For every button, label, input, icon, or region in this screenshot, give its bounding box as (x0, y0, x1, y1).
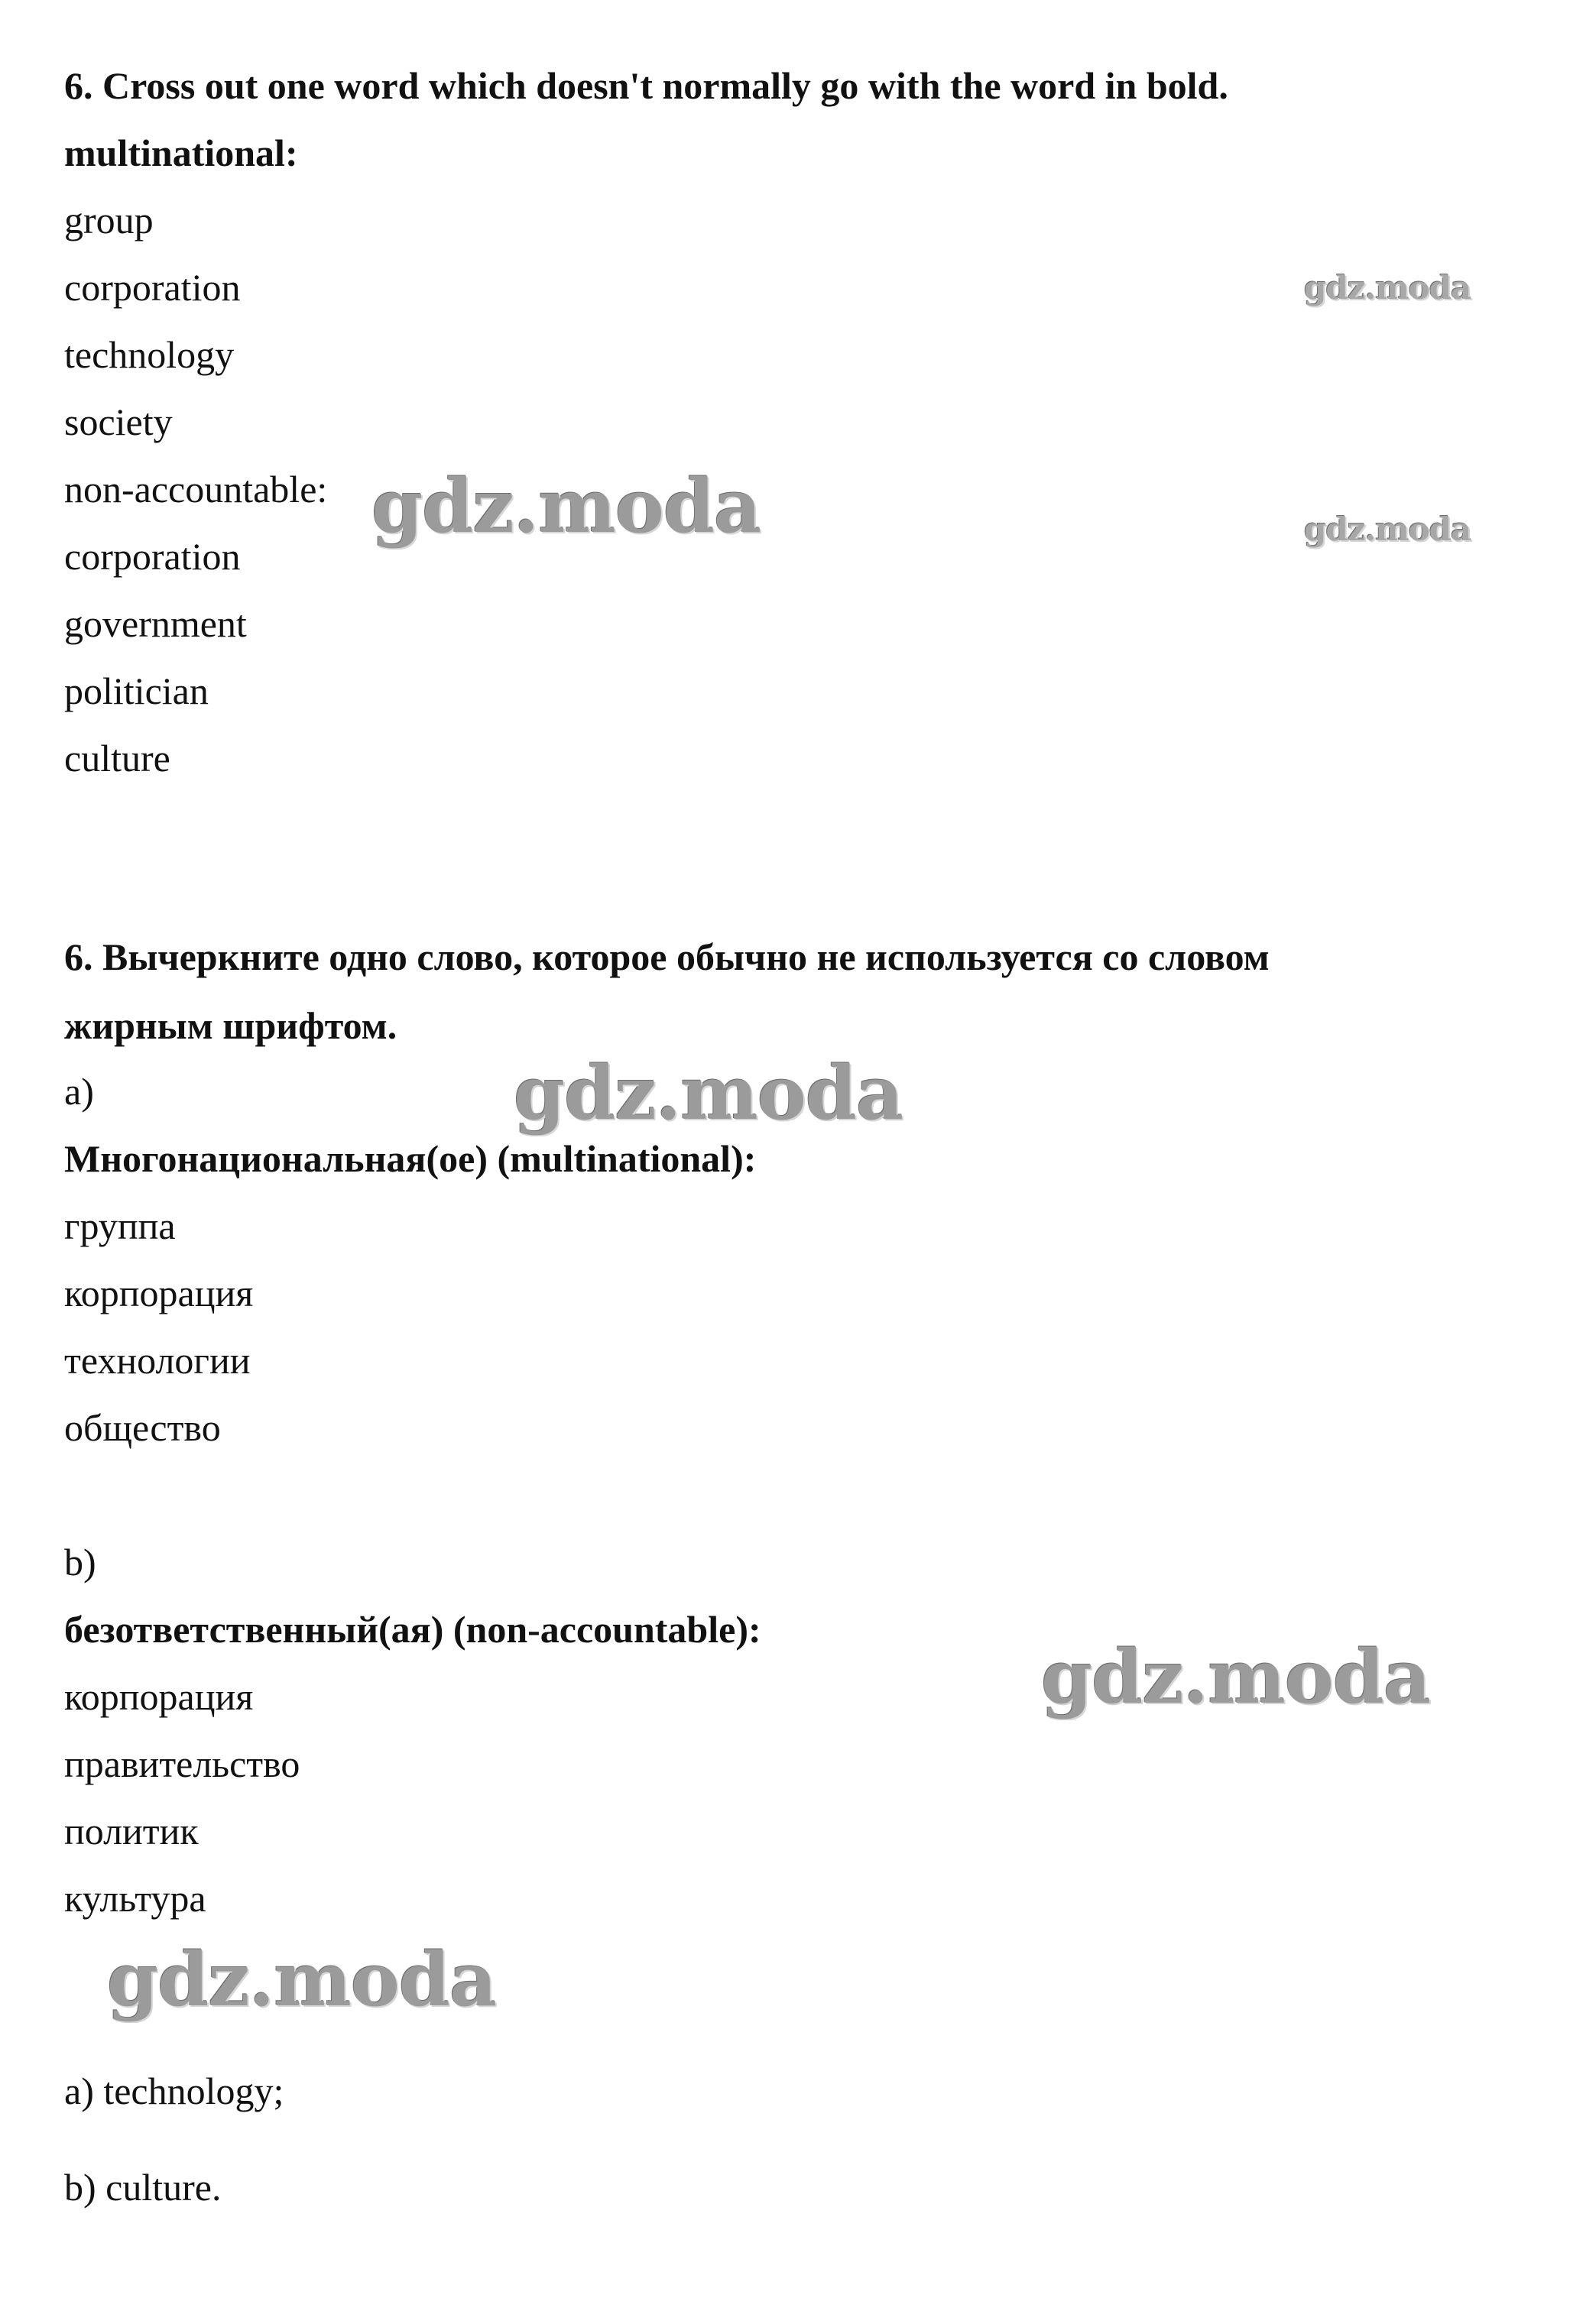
english-group2-word: government (64, 602, 247, 645)
russian-part-b-word: политик (64, 1810, 199, 1852)
watermark-logo: gdz.moda (1304, 269, 1471, 306)
english-group1-word: technology (64, 333, 235, 376)
english-group2-word: corporation (64, 535, 241, 578)
russian-part-b-word: правительство (64, 1742, 300, 1785)
russian-part-b-marker: b) (64, 1541, 96, 1583)
english-heading: 6. Cross out one word which doesn't normally go with the word in bold. (64, 64, 1228, 107)
russian-part-b-label: безответственный(ая) (non-accountable): (64, 1608, 761, 1651)
watermark-logo: gdz.moda (371, 463, 761, 549)
russian-part-a-word: технологии (64, 1339, 251, 1382)
russian-part-a-label: Многонациональная(ое) (multinational): (64, 1137, 757, 1180)
english-group1-word: corporation (64, 266, 241, 309)
russian-part-a-word: корпорация (64, 1272, 254, 1314)
english-group2-label: non-accountable: (64, 468, 328, 511)
watermark-logo: gdz.moda (1041, 1634, 1431, 1720)
english-group1-word: society (64, 400, 173, 443)
russian-part-b-word: корпорация (64, 1675, 254, 1718)
english-group1-word: group (64, 199, 154, 241)
english-group1-label: multinational: (64, 131, 298, 174)
russian-part-a-marker: a) (64, 1070, 94, 1113)
answer-a: a) technology; (64, 2070, 284, 2112)
answer-b: b) culture. (64, 2166, 222, 2209)
english-group2-word: culture (64, 737, 170, 780)
watermark-logo: gdz.moda (107, 1937, 497, 2023)
watermark-logo: gdz.moda (514, 1050, 903, 1136)
watermark-logo: gdz.moda (1304, 511, 1471, 548)
russian-heading-line2: жирным шрифтом. (64, 1004, 397, 1047)
russian-part-b-word: культура (64, 1877, 206, 1920)
russian-heading-line1: 6. Вычеркните одно слово, которое обычно не используется со словом (64, 935, 1270, 978)
russian-part-a-word: общество (64, 1406, 221, 1449)
english-group2-word: politician (64, 669, 209, 712)
russian-part-a-word: группа (64, 1204, 176, 1247)
